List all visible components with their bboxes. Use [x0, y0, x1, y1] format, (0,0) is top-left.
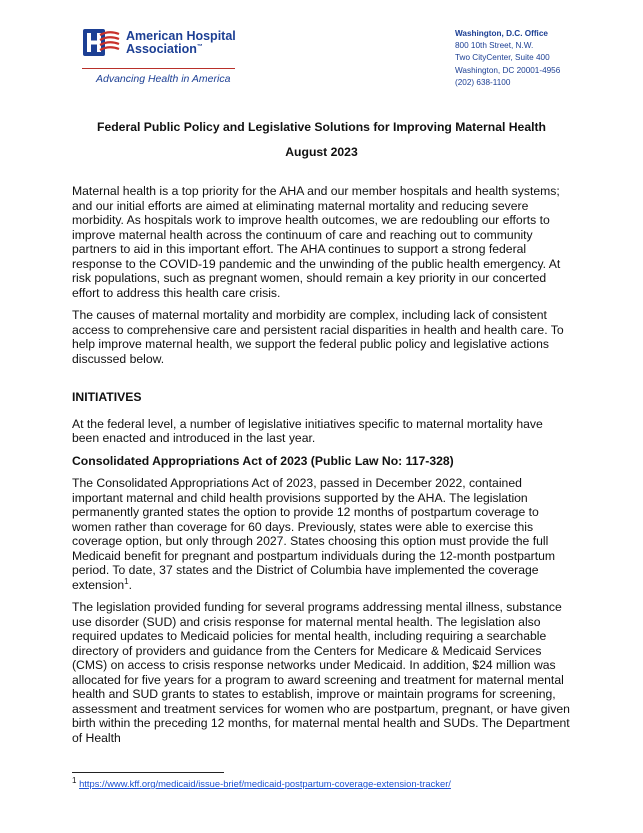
section-intro: At the federal level, a number of legislative initiatives specific to maternal mortality have been enacted and introduced in the last year. — [72, 416, 543, 445]
org-name-line1: American Hospital — [126, 28, 236, 43]
org-name — [126, 30, 236, 57]
logo-divider — [82, 68, 235, 69]
office-phone: (202) 638-1100 — [455, 77, 511, 87]
trademark: ™ — [196, 43, 203, 50]
office-title: Washington, D.C. Office — [455, 29, 548, 38]
document-title: Federal Public Policy and Legislative Solutions for Improving Maternal Health — [97, 120, 546, 134]
body-paragraph-2: The legislation provided funding for several programs addressing mental illness, substance use disorder (SUD) and crisis response for maternal mental health. The legislation also required updates to Medicaid policies for mental health, including requiring a searchable directory of providers and guidance from the Centers for Medicare & Medicaid Services (CMS) on access to crisis response networks under Medicaid. In addition, $24 million was allocated for five years for a program to award screening and treatment for maternal mental health and SUD grants to states to establish, improve or maintain programs for screening, assessment and treatment services for women who are postpartum, pregnant, or have given birth within the preceding 12 months, for maternal mental health and SUDs. The Department of Health — [72, 600, 570, 745]
org-name-line2: Association — [126, 42, 197, 56]
footnote — [72, 775, 451, 789]
section-heading: INITIATIVES — [72, 390, 142, 404]
intro-paragraph-2: The causes of maternal mortality and morbidity are complex, including lack of consistent access to comprehensive care and persistent racial disparities in health and health care. To help improve maternal health, we support the federal public policy and legislative actions discussed below. — [72, 308, 564, 366]
office-line2: Two CityCenter, Suite 400 — [455, 53, 550, 63]
org-tagline: Advancing Health in America — [96, 73, 231, 85]
document-date: August 2023 — [285, 145, 358, 159]
office-line1: 800 10th Street, N.W. — [455, 41, 534, 51]
office-line3: Washington, DC 20001-4956 — [455, 65, 561, 75]
intro-paragraph-1: Maternal health is a top priority for the AHA and our member hospitals and health systems; and our initial efforts are aimed at eliminating maternal mortality and reducing severe morbidity. As hospitals work to improve health outcomes, we are redoubling our efforts to improve maternal health across the continuum of care and reaching out to community partners to aid in this important effort. The AHA continues to support a strong federal response to the COVID-19 pandemic and the unwinding of the public health emergency. At risk populations, such as pregnant women, should remain a key priority in our concerted effort to address this health care crisis. — [72, 184, 561, 300]
body-paragraph-1 — [72, 476, 572, 592]
aha-logo — [82, 28, 242, 85]
office-address — [455, 28, 560, 89]
subheading: Consolidated Appropriations Act of 2023 (Public Law No: 117-328) — [72, 453, 454, 468]
document-body — [72, 184, 572, 753]
aha-logo-mark-icon — [82, 28, 120, 58]
body-paragraph-1-text: The Consolidated Appropriations Act of 2023, passed in December 2022, contained important maternal and child health provisions supported by the AHA. The legislation permanently granted states the option to provide 12 months of postpartum coverage to women rather than coverage for 60 days. Previously, states were able to exercise this coverage option, but only through 2027. States choosing this option must provide the full Medicaid benefit for pregnant and postpartum individuals during the 12-month postpartum period. To date, 37 states and the District of Columbia have implemented the coverage extension — [72, 476, 556, 592]
body-paragraph-1-end: . — [128, 577, 133, 592]
footnote-number: 1 — [72, 775, 77, 785]
footnote-link[interactable]: https://www.kff.org/medicaid/issue-brief/medicaid-postpartum-coverage-extension-tracker/ — [79, 778, 451, 789]
footnote-ref[interactable]: 1 — [124, 576, 129, 586]
footnote-divider — [72, 772, 224, 773]
